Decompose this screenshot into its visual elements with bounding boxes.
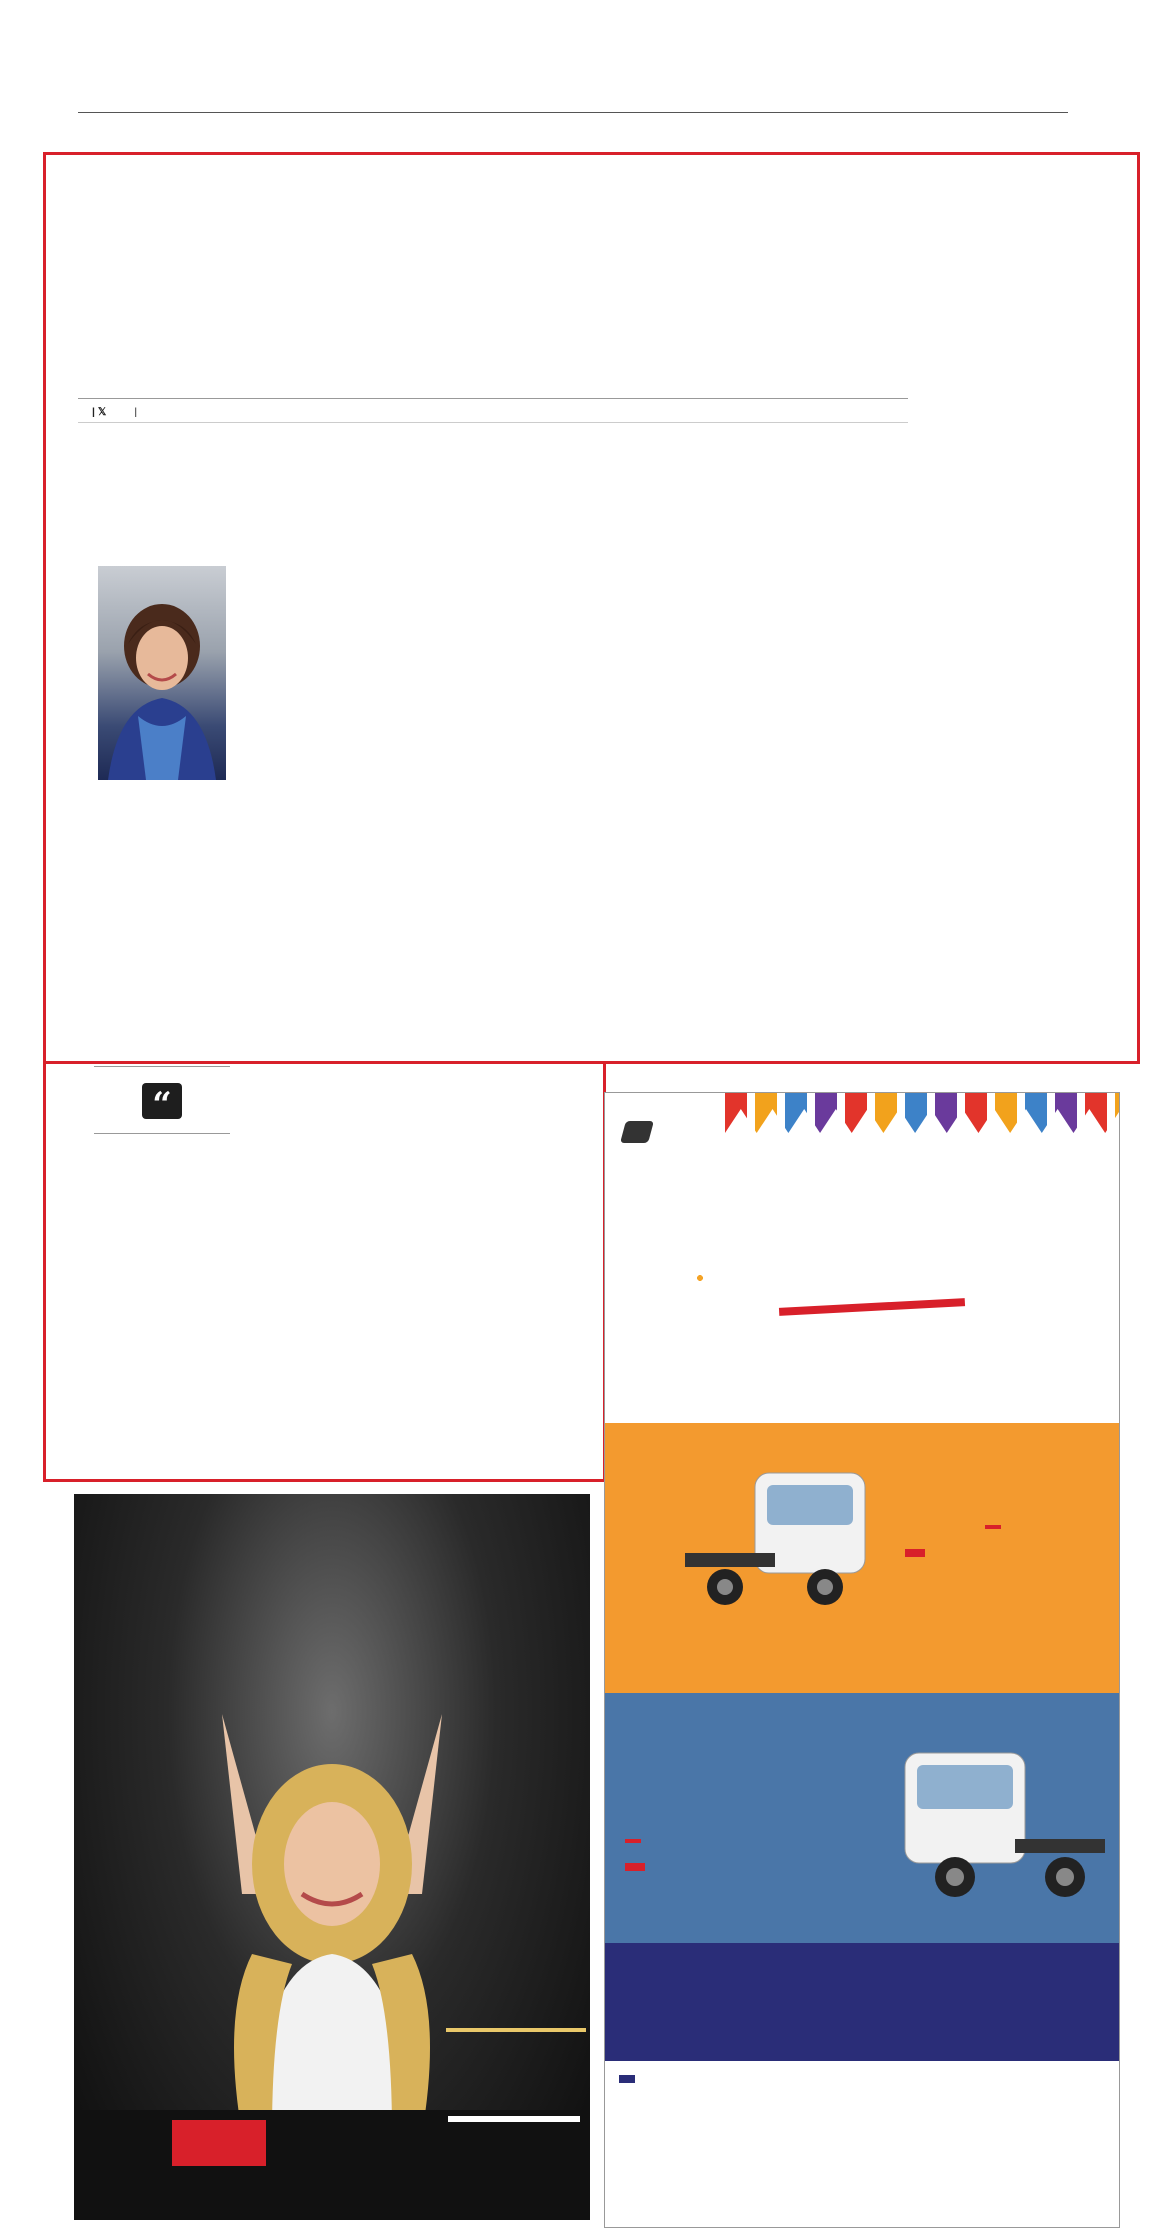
season-label [446,2028,586,2032]
portrait-photo [98,566,226,780]
byline-rule-bottom [78,422,908,423]
article-col-2 [430,856,598,864]
show-ad[interactable] [74,1494,590,2220]
separator: | [134,406,138,418]
masthead-rule [78,112,1068,113]
truck1-before-price [985,1525,1001,1529]
sponsor-logo [172,2120,266,2166]
chart-panel [444,462,940,842]
performer-illustration [182,1714,482,2134]
truck2-now-price [625,1863,645,1871]
truck2-before-price [625,1839,641,1843]
quote-icon: “ [142,1083,182,1119]
chart-svg [444,514,940,834]
legal-area [605,2097,1120,2228]
article-col-3 [608,856,756,864]
season-box [446,2028,586,2036]
truck-icon [685,1463,905,1623]
quote-box [94,1066,230,1146]
foton-logo [623,1121,659,1143]
cta-bar [605,2061,1120,2097]
twitter-icon: | 𝕏 [92,406,107,418]
byline-rule [78,398,908,399]
article-col-1 [252,856,420,864]
cta-text [619,2075,635,2083]
masthead [78,48,1110,128]
article-col-5 [958,240,1124,248]
truck-icon [885,1743,1105,1913]
show-footer [74,2110,590,2220]
truck1-image [685,1463,905,1623]
portrait-illustration [98,566,226,780]
truck1-now-price [905,1549,925,1557]
performer-image [182,1714,482,2134]
byline-row [78,404,928,420]
article-col-4 [764,856,912,857]
quote-rule [94,1133,230,1134]
article-col-1-top [252,464,420,465]
confetti-left [665,1243,735,1313]
truck2-image [885,1743,1105,1913]
foton-logo-icon [620,1121,654,1143]
foton-ad[interactable] [604,1092,1120,2228]
ticket-block [448,2116,580,2122]
quote-name [94,1066,230,1071]
